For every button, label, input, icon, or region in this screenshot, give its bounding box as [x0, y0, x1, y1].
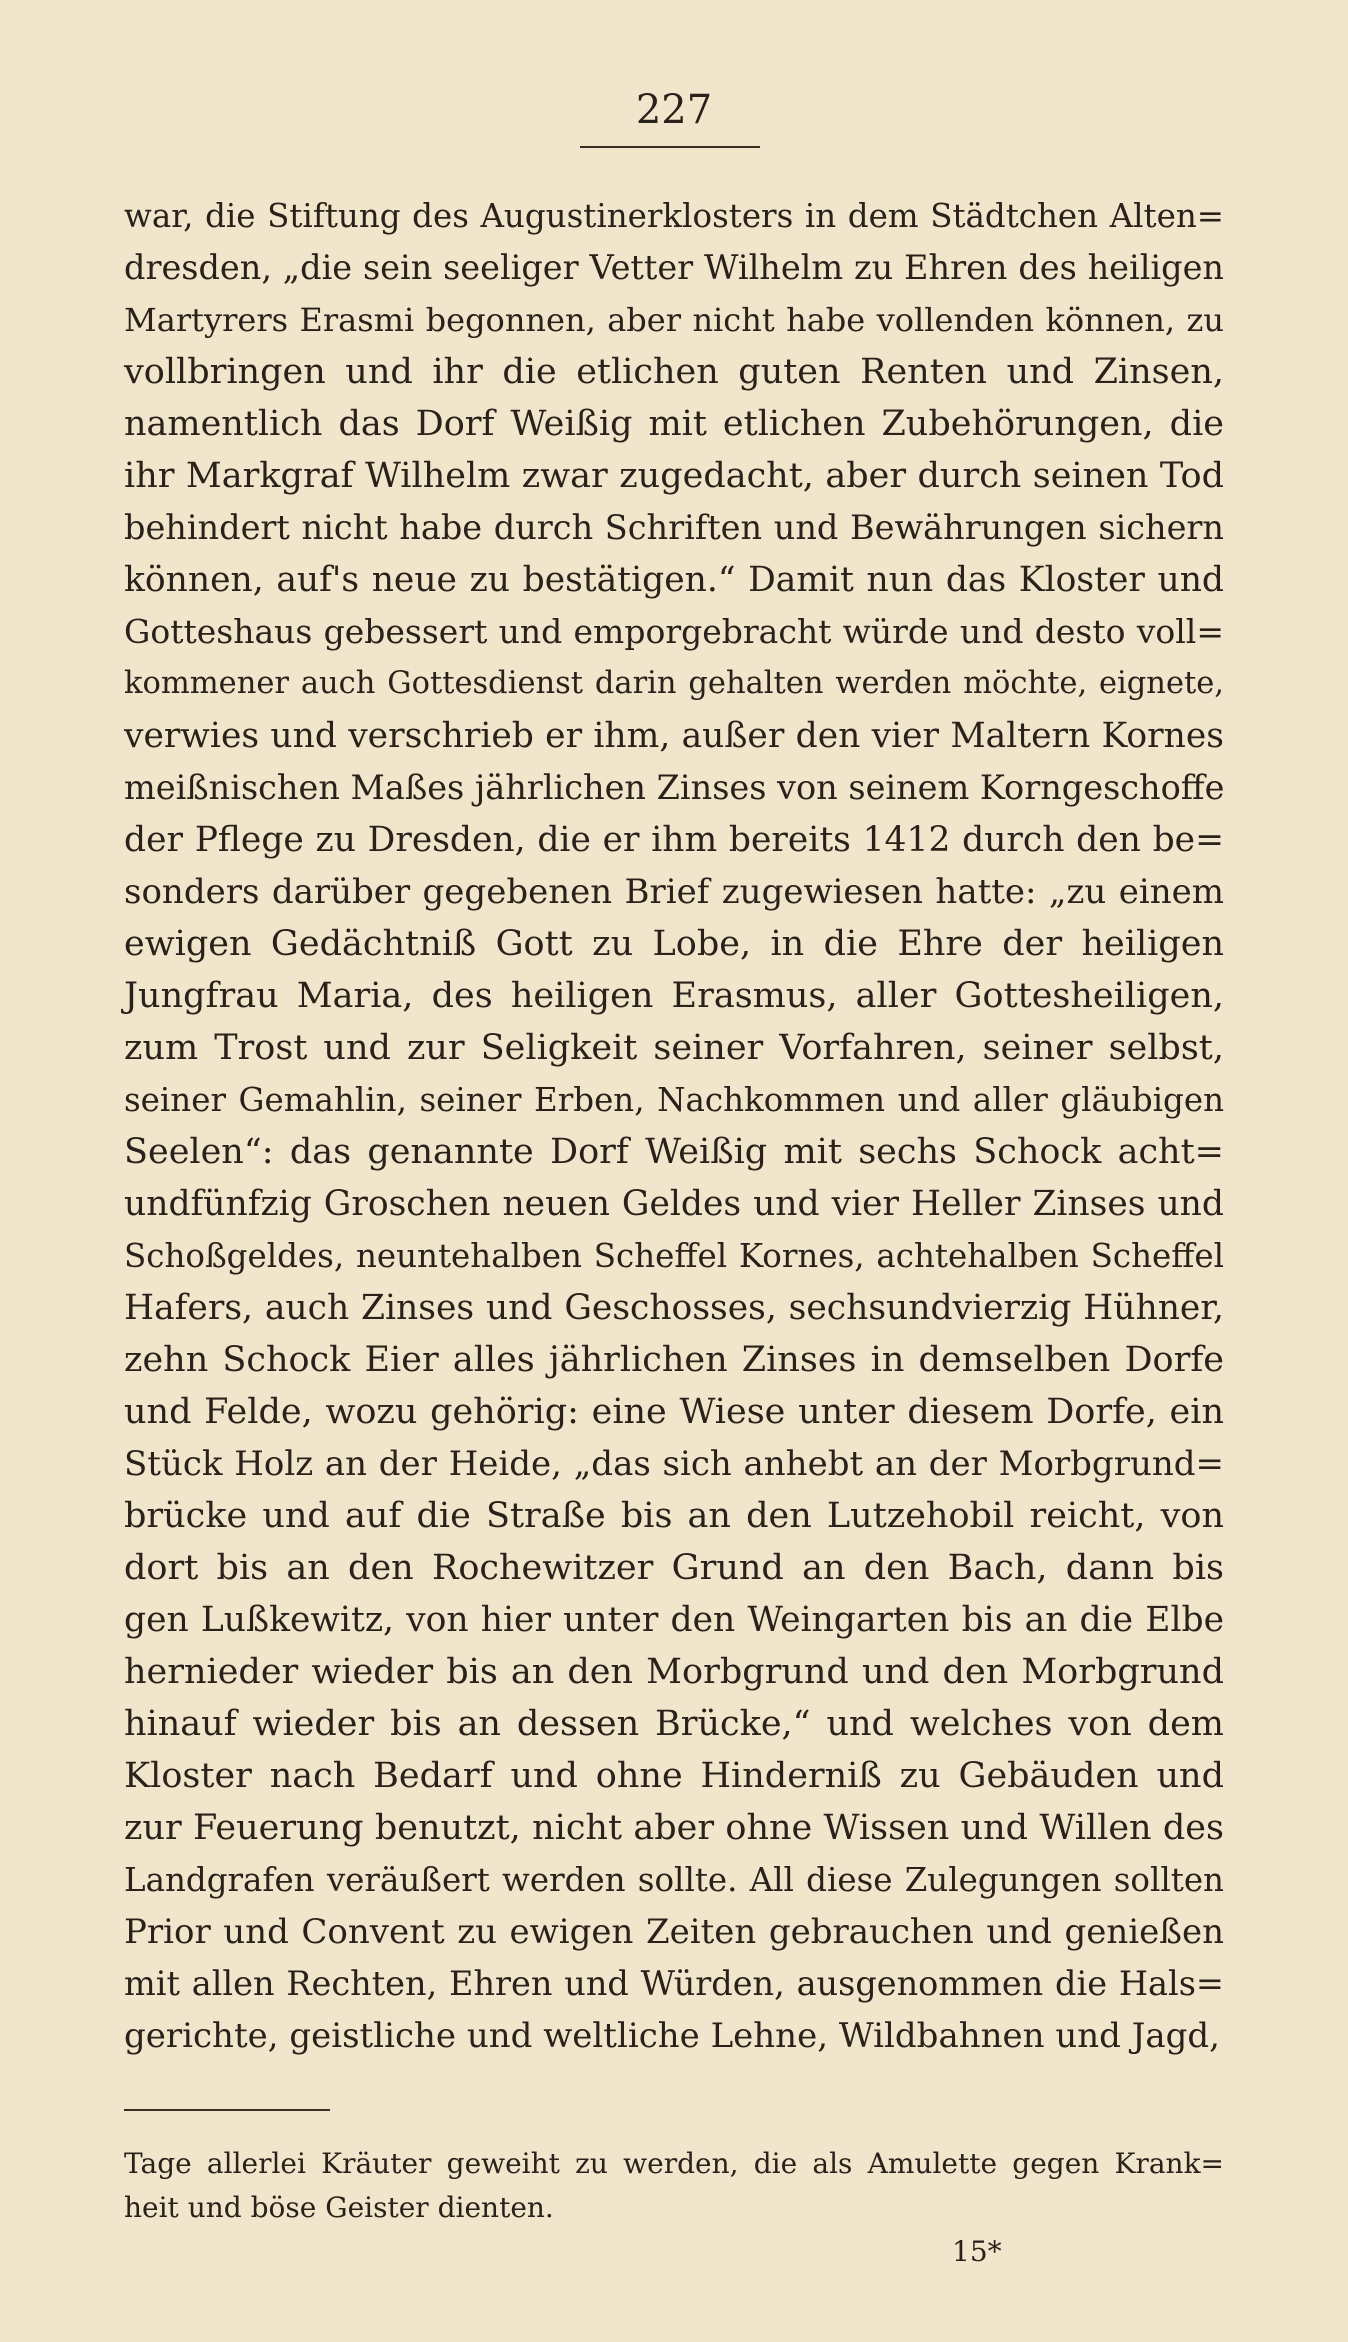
text-line: verwies und verschrieb er ihm, außer den vier Maltern Kornes	[124, 716, 1224, 756]
text-line: Jungfrau Maria, des heiligen Erasmus, aller Gottesheiligen,	[124, 976, 1224, 1016]
text-line: meißnischen Maßes jährlichen Zinses von seinem Korngeschoffe	[124, 768, 1225, 807]
text-line: Prior und Convent zu ewigen Zeiten gebrauchen und genießen	[124, 1912, 1224, 1952]
footnote	[124, 2142, 1224, 2230]
text-line: Martyrers Erasmi begonnen, aber nicht habe vollenden können, zu	[124, 301, 1224, 339]
text-line: sonders darüber gegebenen Brief zugewiesen hatte: „zu einem	[124, 872, 1224, 912]
text-line: behindert nicht habe durch Schriften und Bewährungen sichern	[124, 508, 1224, 547]
text-line: brücke und auf die Straße bis an den Lutzehobil reicht, von	[124, 1496, 1224, 1536]
text-line: dresden, „die sein seeliger Vetter Wilhelm zu Ehren des heiligen	[124, 248, 1224, 287]
text-line: hinauf wieder bis an dessen Brücke,“ und welches von dem	[124, 1704, 1224, 1744]
text-line: vollbringen und ihr die etlichen guten Renten und Zinsen,	[124, 352, 1224, 392]
text-line: Hafers, auch Zinses und Geschosses, sechsundvierzig Hühner,	[124, 1288, 1224, 1328]
header-rule	[580, 146, 760, 148]
text-line: zur Feuerung benutzt, nicht aber ohne Wissen und Willen des	[124, 1808, 1224, 1848]
signature-mark: 15*	[952, 2235, 1002, 2268]
text-line: undfünfzig Groschen neuen Geldes und vier Heller Zinses und	[124, 1184, 1224, 1224]
text-line: kommener auch Gottesdienst darin gehalten werden möchte, eignete,	[124, 666, 1224, 701]
text-line: zehn Schock Eier alles jährlichen Zinses in demselben Dorfe	[124, 1340, 1224, 1380]
text-line: dort bis an den Rochewitzer Grund an den Bach, dann bis	[124, 1548, 1224, 1588]
text-line: Landgrafen veräußert werden sollte. All diese Zulegungen sollten	[124, 1861, 1224, 1899]
text-line: Gotteshaus gebessert und emporgebracht würde und desto voll=	[124, 612, 1224, 651]
text-line: gerichte, geistliche und weltliche Lehne, Wildbahnen und Jagd,	[124, 2016, 1220, 2056]
text-line: der Pflege zu Dresden, die er ihm bereits 1412 durch den be=	[124, 820, 1224, 860]
text-line: Kloster nach Bedarf und ohne Hinderniß zu Gebäuden und	[124, 1756, 1224, 1796]
text-line: ewigen Gedächtniß Gott zu Lobe, in die Ehre der heiligen	[124, 924, 1224, 964]
text-line: Stück Holz an der Heide, „das sich anhebt an der Morbgrund=	[124, 1444, 1224, 1484]
text-line: zum Trost und zur Seligkeit seiner Vorfahren, seiner selbst,	[124, 1028, 1224, 1068]
footnote-line: Tage allerlei Kräuter geweiht zu werden, die als Amulette gegen Krank=	[124, 2147, 1224, 2180]
text-line: Seelen“: das genannte Dorf Weißig mit sechs Schock acht=	[124, 1132, 1224, 1172]
text-line: und Felde, wozu gehörig: eine Wiese unter diesem Dorfe, ein	[124, 1392, 1224, 1432]
text-line: hernieder wieder bis an den Morbgrund und den Morbgrund	[124, 1652, 1224, 1692]
body-text	[124, 190, 1224, 2062]
text-line: gen Lußkewitz, von hier unter den Weingarten bis an die Elbe	[124, 1600, 1224, 1640]
text-line: können, auf's neue zu bestätigen.“ Damit nun das Kloster und	[124, 560, 1224, 600]
page-number: 227	[635, 87, 713, 133]
footnote-line: heit und böse Geister dienten.	[124, 2191, 554, 2224]
text-line: namentlich das Dorf Weißig mit etlichen Zubehörungen, die	[124, 404, 1224, 444]
text-line: war, die Stiftung des Augustinerklosters in dem Städtchen Alten=	[124, 197, 1224, 235]
text-line: mit allen Rechten, Ehren und Würden, ausgenommen die Hals=	[124, 1964, 1224, 2003]
text-line: Schoßgeldes, neuntehalben Scheffel Kornes, achtehalben Scheffel	[124, 1237, 1224, 1275]
text-line: ihr Markgraf Wilhelm zwar zugedacht, aber durch seinen Tod	[124, 456, 1224, 496]
footnote-rule	[124, 2109, 330, 2111]
text-line: seiner Gemahlin, seiner Erben, Nachkommen und aller gläubigen	[124, 1081, 1224, 1119]
